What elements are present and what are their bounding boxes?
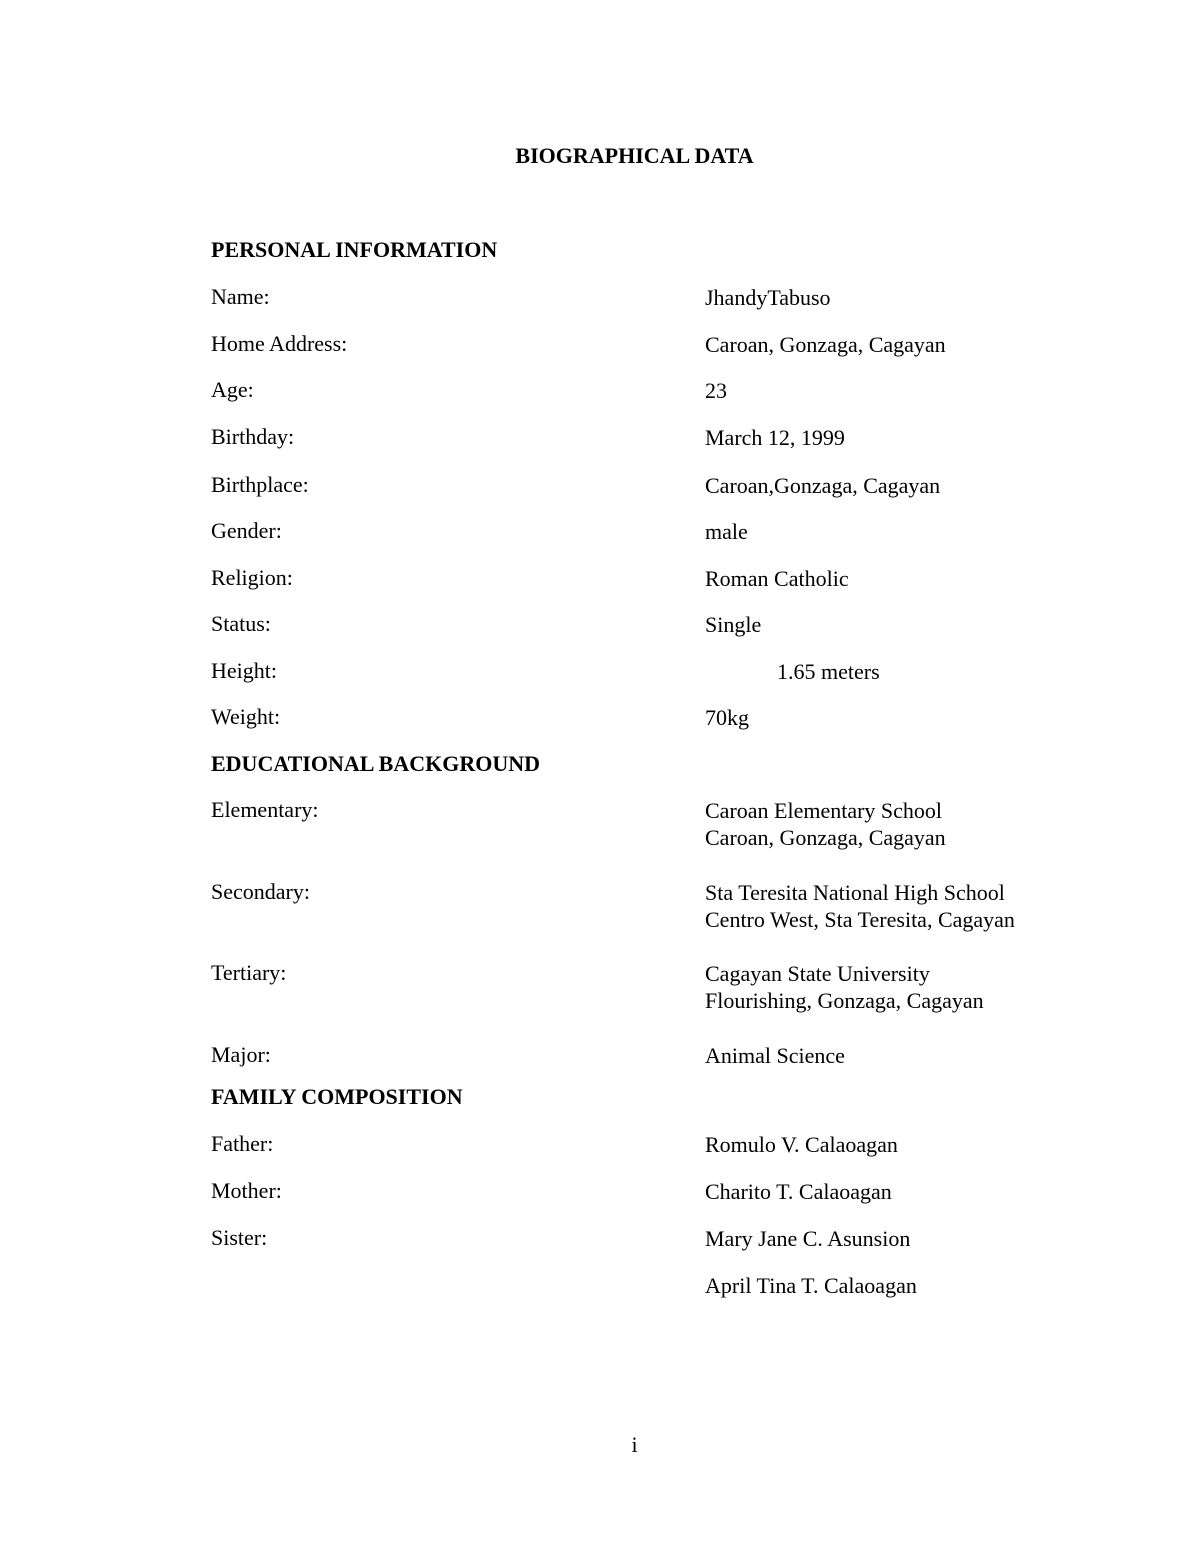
- gender-row: [211, 518, 1111, 548]
- home-address-row: [211, 331, 1111, 361]
- age-label: Age:: [211, 377, 254, 402]
- personal-information-heading: PERSONAL INFORMATION: [211, 237, 498, 262]
- elementary-location: Caroan, Gonzaga, Cagayan: [705, 825, 946, 850]
- educational-background-heading: EDUCATIONAL BACKGROUND: [211, 751, 541, 776]
- birthplace-row: [211, 472, 1111, 502]
- religion-row: [211, 565, 1111, 595]
- sister-value: Mary Jane C. Asunsion: [705, 1226, 911, 1251]
- secondary-school: Sta Teresita National High School: [705, 880, 1005, 905]
- age-row: [211, 377, 1111, 407]
- height-value: 1.65 meters: [777, 659, 880, 684]
- name-label: Name:: [211, 284, 270, 309]
- secondary-value: [705, 879, 1015, 933]
- sister-2-value: April Tina T. Calaoagan: [705, 1273, 917, 1298]
- home-address-label: Home Address:: [211, 331, 348, 356]
- weight-value: 70kg: [705, 705, 749, 730]
- secondary-location: Centro West, Sta Teresita, Cagayan: [705, 907, 1015, 932]
- status-value: Single: [705, 612, 762, 637]
- birthplace-value: Caroan,Gonzaga, Cagayan: [705, 473, 941, 498]
- page-number: i: [631, 1432, 638, 1457]
- status-row: [211, 611, 1111, 641]
- birthday-row: [211, 424, 1111, 454]
- name-value: JhandyTabuso: [705, 285, 831, 310]
- height-row: [211, 658, 1111, 688]
- name-row: [211, 284, 1111, 314]
- major-row: [211, 1042, 1111, 1072]
- birthplace-label: Birthplace:: [211, 472, 309, 497]
- sister-2-row: [211, 1272, 1111, 1302]
- mother-row: [211, 1178, 1111, 1208]
- mother-label: Mother:: [211, 1178, 282, 1203]
- family-composition-heading: FAMILY COMPOSITION: [211, 1084, 463, 1109]
- tertiary-row: [211, 960, 1111, 1016]
- age-value: 23: [705, 378, 727, 403]
- elementary-row: [211, 797, 1111, 853]
- father-value: Romulo V. Calaoagan: [705, 1132, 898, 1157]
- gender-value: male: [705, 519, 748, 544]
- weight-row: [211, 704, 1111, 734]
- secondary-row: [211, 879, 1111, 935]
- tertiary-school: Cagayan State University: [705, 961, 930, 986]
- home-address-value: Caroan, Gonzaga, Cagayan: [705, 332, 946, 357]
- elementary-label: Elementary:: [211, 797, 319, 822]
- status-label: Status:: [211, 611, 271, 636]
- sister-row: [211, 1225, 1111, 1255]
- height-label: Height:: [211, 658, 277, 683]
- mother-value: Charito T. Calaoagan: [705, 1179, 892, 1204]
- tertiary-location: Flourishing, Gonzaga, Cagayan: [705, 988, 984, 1013]
- weight-label: Weight:: [211, 704, 281, 729]
- father-label: Father:: [211, 1131, 274, 1156]
- tertiary-label: Tertiary:: [211, 960, 287, 985]
- sister-label: Sister:: [211, 1225, 268, 1250]
- gender-label: Gender:: [211, 518, 282, 543]
- birthday-label: Birthday:: [211, 424, 295, 449]
- elementary-school: Caroan Elementary School: [705, 798, 943, 823]
- major-value: Animal Science: [705, 1043, 845, 1068]
- birthday-value: March 12, 1999: [705, 425, 845, 450]
- document-title: BIOGRAPHICAL DATA: [515, 143, 754, 168]
- religion-label: Religion:: [211, 565, 293, 590]
- father-row: [211, 1131, 1111, 1161]
- secondary-label: Secondary:: [211, 879, 310, 904]
- major-label: Major:: [211, 1042, 271, 1067]
- elementary-value: [705, 797, 946, 851]
- tertiary-value: [705, 960, 984, 1014]
- religion-value: Roman Catholic: [705, 566, 849, 591]
